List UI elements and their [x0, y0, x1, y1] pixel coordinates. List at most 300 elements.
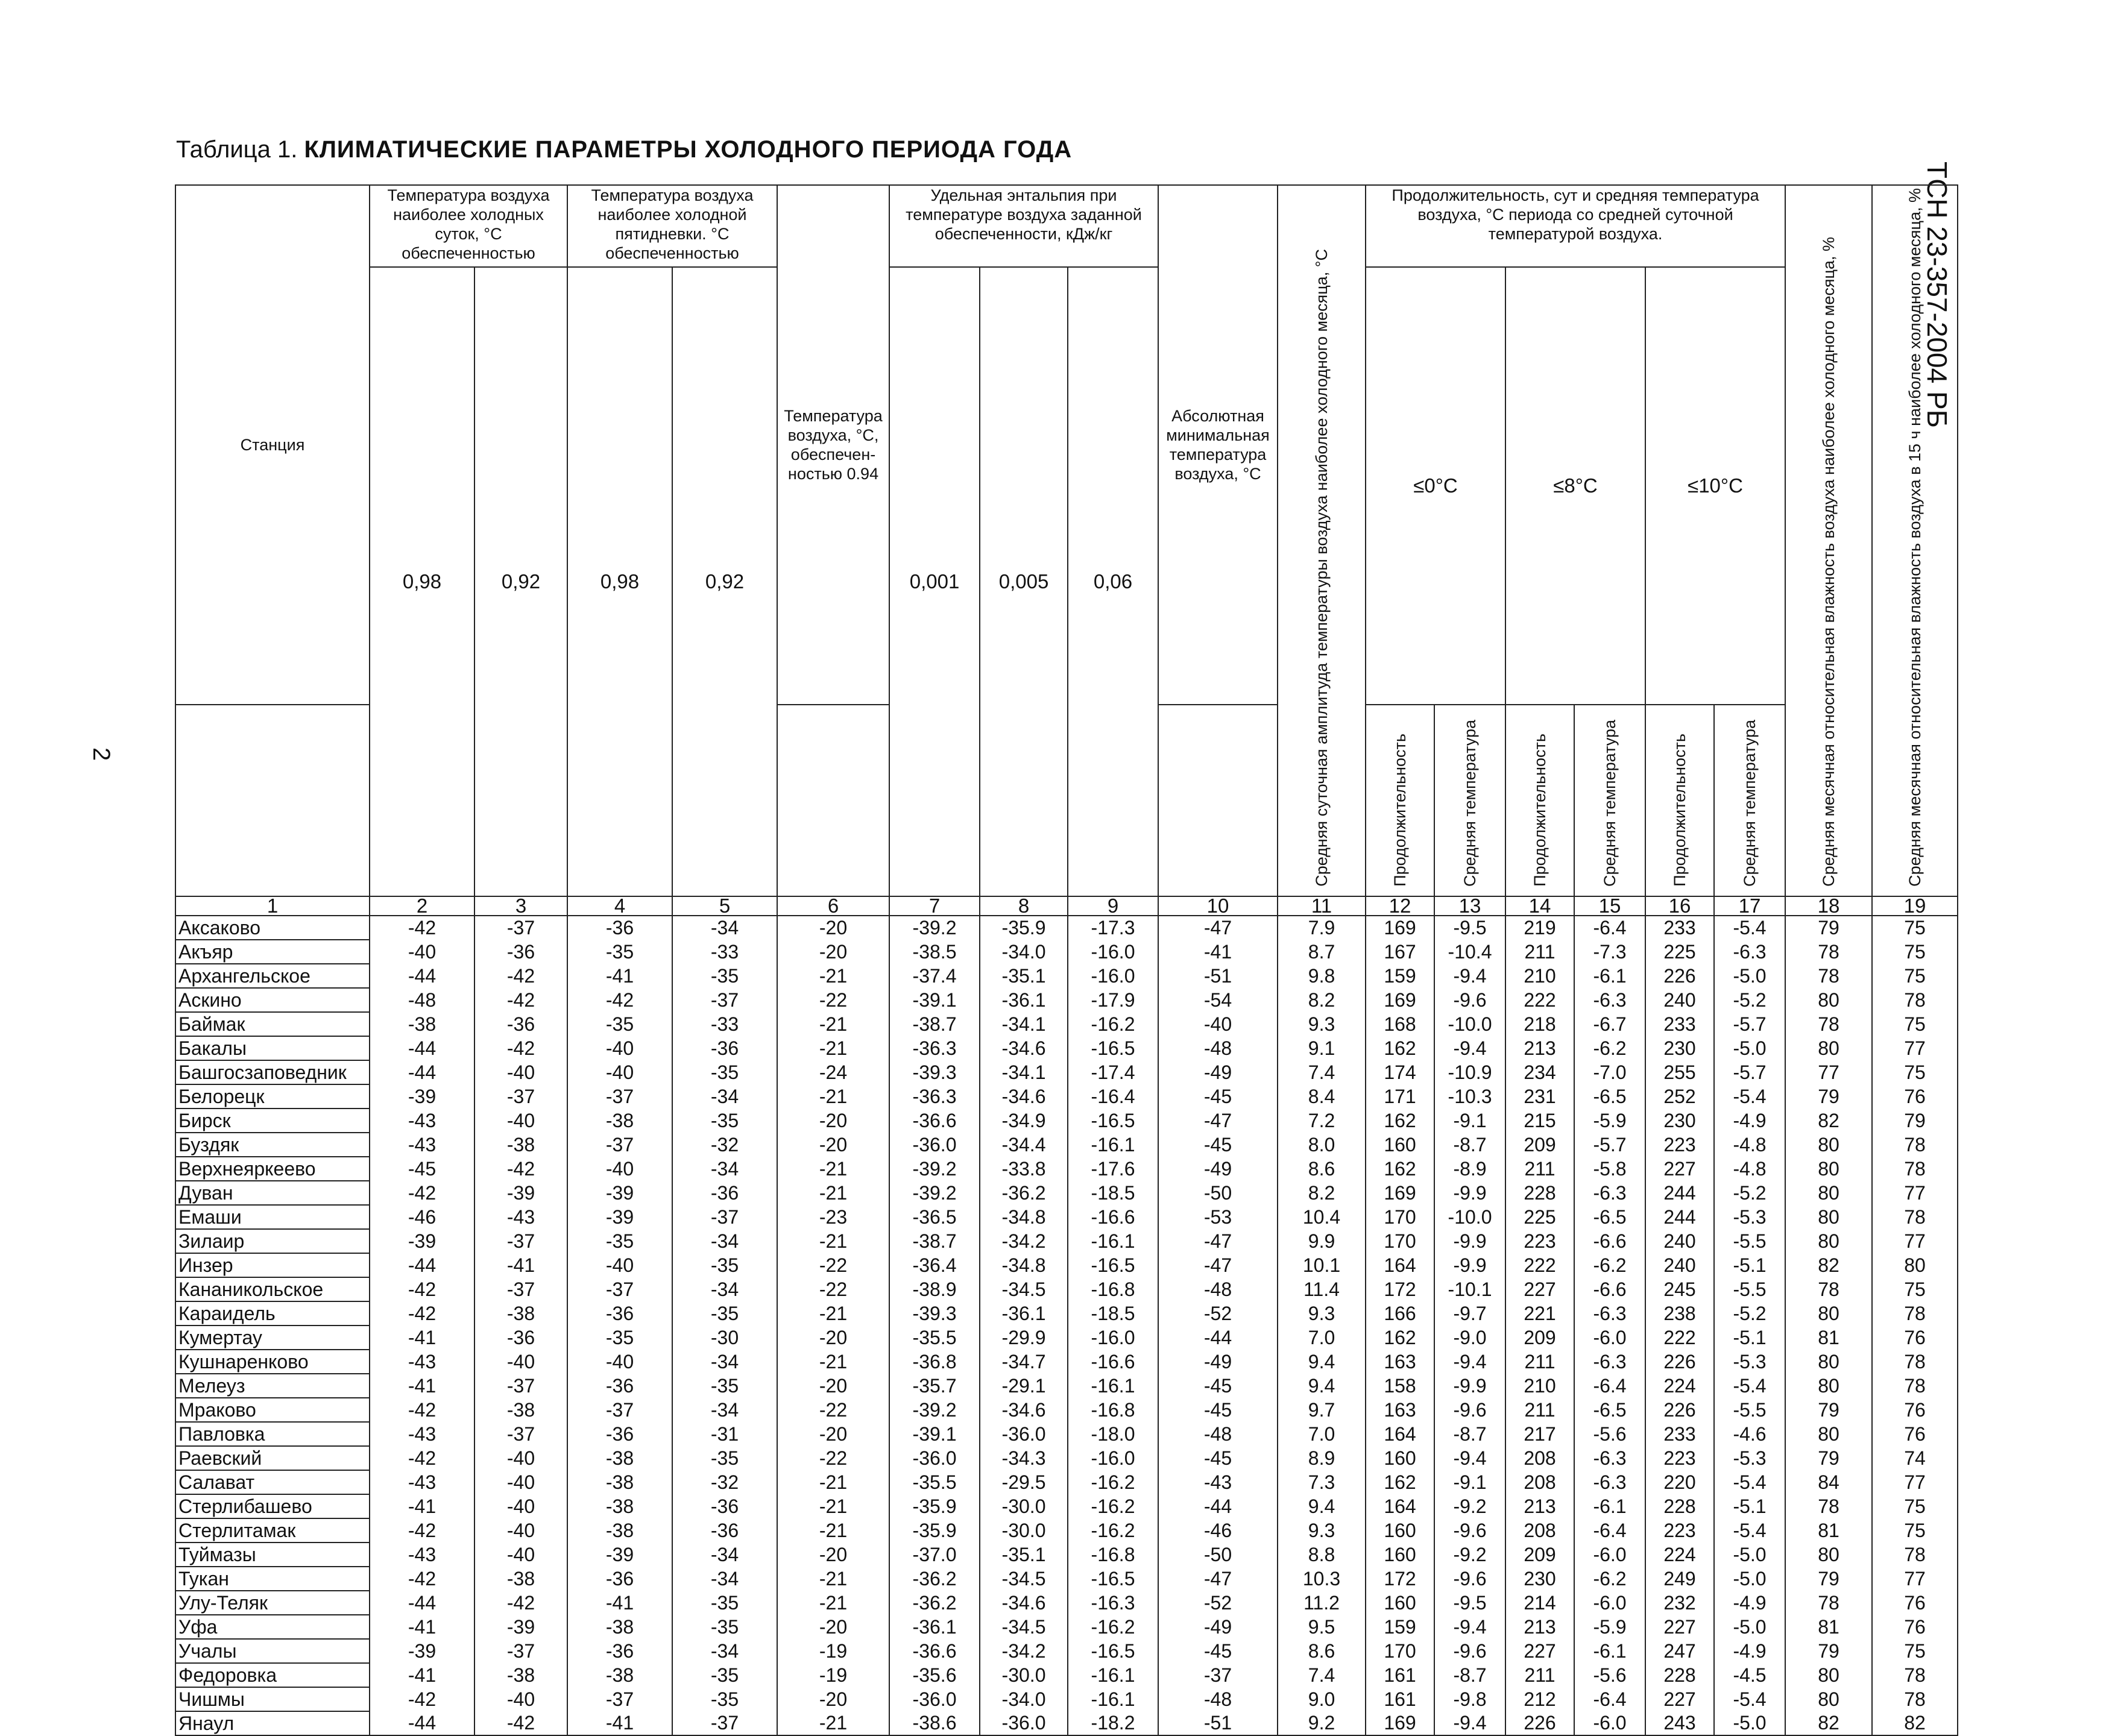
table-cell: 9.3 — [1278, 1518, 1366, 1543]
header-avg-temp-le0: Средняя температура — [1434, 705, 1505, 896]
column-number: 10 — [1158, 896, 1278, 916]
table-cell: 8.6 — [1278, 1157, 1366, 1181]
table-row — [175, 1253, 1958, 1277]
table-cell: 8.0 — [1278, 1133, 1366, 1157]
column-number: 14 — [1505, 896, 1574, 916]
table-cell: -9.9 — [1434, 1181, 1505, 1205]
table-cell: -10.9 — [1434, 1060, 1505, 1084]
table-cell: -34 — [672, 1277, 777, 1301]
table-cell: -4.9 — [1714, 1591, 1785, 1615]
table-cell: -9.7 — [1434, 1301, 1505, 1326]
table-cell: -48 — [1158, 1036, 1278, 1060]
station-name: Янаул — [175, 1711, 370, 1735]
table-cell: 226 — [1645, 1350, 1714, 1374]
table-cell: -35 — [672, 1687, 777, 1711]
table-cell: -16.1 — [1068, 1229, 1158, 1253]
table-cell: -16.2 — [1068, 1615, 1158, 1639]
station-name: Уфа — [175, 1615, 370, 1639]
table-cell: -37 — [672, 1711, 777, 1735]
table-cell: -36.6 — [889, 1639, 980, 1663]
table-cell: -34.1 — [980, 1060, 1068, 1084]
table-cell: 231 — [1505, 1084, 1574, 1109]
table-cell: 79 — [1785, 1446, 1872, 1470]
column-number: 17 — [1714, 896, 1785, 916]
table-cell: 252 — [1645, 1084, 1714, 1109]
table-cell: -20 — [777, 1326, 889, 1350]
table-cell: 170 — [1366, 1229, 1434, 1253]
table-cell: -5.5 — [1714, 1277, 1785, 1301]
table-cell: 7.4 — [1278, 1060, 1366, 1084]
table-cell: -30 — [672, 1326, 777, 1350]
table-cell: 7.2 — [1278, 1109, 1366, 1133]
table-cell: -6.5 — [1574, 1205, 1645, 1229]
table-cell: -18.5 — [1068, 1301, 1158, 1326]
table-cell: -38 — [567, 1446, 672, 1470]
header-humidity-15h — [1872, 185, 1958, 896]
table-cell: 209 — [1505, 1326, 1574, 1350]
table-cell: 81 — [1785, 1615, 1872, 1639]
table-cell: -7.0 — [1574, 1060, 1645, 1084]
table-cell: -20 — [777, 916, 889, 940]
table-cell: 224 — [1645, 1374, 1714, 1398]
table-cell: -45 — [1158, 1398, 1278, 1422]
table-cell: 208 — [1505, 1446, 1574, 1470]
table-row — [175, 1012, 1958, 1036]
table-cell: -10.4 — [1434, 940, 1505, 964]
table-cell: -41 — [370, 1374, 474, 1398]
table-cell: 214 — [1505, 1591, 1574, 1615]
table-cell: -9.5 — [1434, 916, 1505, 940]
column-number: 7 — [889, 896, 980, 916]
table-cell: -9.9 — [1434, 1374, 1505, 1398]
table-cell: -34 — [672, 1567, 777, 1591]
table-cell: -6.5 — [1574, 1084, 1645, 1109]
table-cell: -34 — [672, 916, 777, 940]
table-cell: 223 — [1645, 1446, 1714, 1470]
table-cell: -35.1 — [980, 964, 1068, 988]
table-cell: -39 — [370, 1639, 474, 1663]
table-cell: -34.2 — [980, 1639, 1068, 1663]
table-cell: 81 — [1785, 1326, 1872, 1350]
header-cold-day-temp: Температура воздуха наиболее холодных суток, °С обеспеченностью — [370, 185, 567, 267]
table-cell: -16.5 — [1068, 1639, 1158, 1663]
table-cell: -39.1 — [889, 988, 980, 1012]
table-cell: -5.4 — [1714, 1470, 1785, 1494]
table-cell: -46 — [1158, 1518, 1278, 1543]
table-cell: -42 — [474, 1591, 567, 1615]
table-cell: -5.2 — [1714, 1181, 1785, 1205]
table-cell: -20 — [777, 1543, 889, 1567]
table-cell: 75 — [1872, 916, 1958, 940]
station-name: Дуван — [175, 1181, 370, 1205]
table-cell: -38 — [567, 1494, 672, 1518]
table-cell: 172 — [1366, 1277, 1434, 1301]
table-cell: 222 — [1505, 1253, 1574, 1277]
table-cell: -34.5 — [980, 1277, 1068, 1301]
table-cell: -5.7 — [1574, 1133, 1645, 1157]
table-cell: -39.2 — [889, 1181, 980, 1205]
table-row — [175, 1084, 1958, 1109]
table-cell: -36.0 — [980, 1422, 1068, 1446]
table-cell: -6.3 — [1714, 940, 1785, 964]
table-cell: -40 — [474, 1350, 567, 1374]
table-cell: -36 — [567, 1374, 672, 1398]
table-cell: 8.2 — [1278, 988, 1366, 1012]
table-cell: 79 — [1785, 1398, 1872, 1422]
table-cell: 10.1 — [1278, 1253, 1366, 1277]
header-station: Станция — [175, 185, 370, 705]
station-name: Караидель — [175, 1301, 370, 1326]
table-cell: -16.4 — [1068, 1084, 1158, 1109]
station-name: Аскино — [175, 988, 370, 1012]
table-cell: 77 — [1785, 1060, 1872, 1084]
table-cell: -19 — [777, 1663, 889, 1687]
table-cell: -5.3 — [1714, 1446, 1785, 1470]
table-cell: 160 — [1366, 1518, 1434, 1543]
table-cell: -38.6 — [889, 1711, 980, 1735]
table-cell: 78 — [1872, 1133, 1958, 1157]
header-enthalpy: Удельная энтальпия при температуре воздуха заданной обеспеченности, кДж/кг — [889, 185, 1158, 267]
table-cell: 163 — [1366, 1398, 1434, 1422]
table-cell: -9.4 — [1434, 1446, 1505, 1470]
table-cell: -34.6 — [980, 1398, 1068, 1422]
table-cell: -5.1 — [1714, 1326, 1785, 1350]
table-cell: 80 — [1785, 1157, 1872, 1181]
table-cell: -52 — [1158, 1301, 1278, 1326]
table-cell: 76 — [1872, 1084, 1958, 1109]
table-cell: -36 — [474, 940, 567, 964]
station-name: Зилаир — [175, 1229, 370, 1253]
table-cell: 84 — [1785, 1470, 1872, 1494]
table-cell: 160 — [1366, 1446, 1434, 1470]
table-cell: 78 — [1872, 1374, 1958, 1398]
table-cell: -35.9 — [889, 1518, 980, 1543]
table-cell: 162 — [1366, 1157, 1434, 1181]
table-cell: -9.6 — [1434, 1639, 1505, 1663]
table-cell: 78 — [1872, 1543, 1958, 1567]
table-cell: 7.0 — [1278, 1422, 1366, 1446]
table-cell: -33.8 — [980, 1157, 1068, 1181]
table-cell: 81 — [1785, 1518, 1872, 1543]
table-cell: -49 — [1158, 1615, 1278, 1639]
table-cell: -38 — [474, 1663, 567, 1687]
table-cell: 78 — [1872, 988, 1958, 1012]
station-name: Стерлитамак — [175, 1518, 370, 1543]
table-cell: 10.3 — [1278, 1567, 1366, 1591]
header-duration-le8: Продолжительность — [1505, 705, 1574, 896]
table-cell: -10.1 — [1434, 1277, 1505, 1301]
table-cell: 80 — [1785, 1301, 1872, 1326]
table-cell: -41 — [370, 1494, 474, 1518]
header-avg-temp-le10: Средняя температура — [1714, 705, 1785, 896]
table-cell: -49 — [1158, 1060, 1278, 1084]
table-cell: -36 — [672, 1181, 777, 1205]
table-cell: -36.3 — [889, 1084, 980, 1109]
station-name: Буздяк — [175, 1133, 370, 1157]
table-cell: -38 — [474, 1301, 567, 1326]
table-cell: -16.0 — [1068, 964, 1158, 988]
table-cell: -45 — [1158, 1639, 1278, 1663]
table-cell: -36 — [567, 1567, 672, 1591]
table-cell: 228 — [1505, 1181, 1574, 1205]
table-cell: -42 — [567, 988, 672, 1012]
table-cell: 80 — [1785, 1374, 1872, 1398]
table-cell: -43 — [1158, 1470, 1278, 1494]
table-cell: -47 — [1158, 916, 1278, 940]
table-cell: -21 — [777, 1084, 889, 1109]
table-cell: -20 — [777, 1374, 889, 1398]
table-cell: -18.2 — [1068, 1711, 1158, 1735]
table-cell: -37 — [672, 988, 777, 1012]
table-cell: -36.0 — [889, 1133, 980, 1157]
table-row — [175, 940, 1958, 964]
table-cell: -22 — [777, 1398, 889, 1422]
table-cell: -21 — [777, 1350, 889, 1374]
table-cell: 240 — [1645, 1229, 1714, 1253]
table-cell: -38.7 — [889, 1012, 980, 1036]
table-cell: -9.6 — [1434, 1398, 1505, 1422]
table-cell: 244 — [1645, 1181, 1714, 1205]
table-row — [175, 1446, 1958, 1470]
table-cell: 75 — [1872, 1012, 1958, 1036]
table-cell: -21 — [777, 1567, 889, 1591]
table-cell: -16.5 — [1068, 1567, 1158, 1591]
table-cell: -39.3 — [889, 1301, 980, 1326]
table-cell: -6.1 — [1574, 1494, 1645, 1518]
table-cell: -5.4 — [1714, 1374, 1785, 1398]
table-cell: -39 — [474, 1181, 567, 1205]
table-cell: 78 — [1785, 940, 1872, 964]
table-cell: -21 — [777, 1470, 889, 1494]
table-cell: -37 — [1158, 1663, 1278, 1687]
table-cell: 9.4 — [1278, 1494, 1366, 1518]
table-cell: -5.0 — [1714, 1711, 1785, 1735]
table-cell: 78 — [1872, 1301, 1958, 1326]
table-row — [175, 1133, 1958, 1157]
station-name: Бакалы — [175, 1036, 370, 1060]
table-cell: -6.3 — [1574, 1301, 1645, 1326]
station-name: Павловка — [175, 1422, 370, 1446]
table-cell: -10.0 — [1434, 1205, 1505, 1229]
table-cell: 7.4 — [1278, 1663, 1366, 1687]
table-row — [175, 1157, 1958, 1181]
table-row — [175, 1326, 1958, 1350]
table-cell: -34.8 — [980, 1253, 1068, 1277]
station-name: Чишмы — [175, 1687, 370, 1711]
table-cell: -6.3 — [1574, 988, 1645, 1012]
table-cell: -16.1 — [1068, 1374, 1158, 1398]
table-cell: -5.4 — [1714, 1687, 1785, 1711]
table-cell: -36 — [672, 1494, 777, 1518]
table-cell: -17.3 — [1068, 916, 1158, 940]
table-cell: -38 — [567, 1518, 672, 1543]
header-le8: ≤8°С — [1505, 267, 1645, 705]
table-cell: -44 — [1158, 1326, 1278, 1350]
table-cell: 233 — [1645, 1422, 1714, 1446]
table-cell: 80 — [1785, 1350, 1872, 1374]
column-number: 12 — [1366, 896, 1434, 916]
header-duration-le10: Продолжительность — [1645, 705, 1714, 896]
table-cell: 240 — [1645, 1253, 1714, 1277]
table-cell: 9.2 — [1278, 1711, 1366, 1735]
table-cell: -33 — [672, 940, 777, 964]
table-cell: 79 — [1785, 916, 1872, 940]
table-cell: 78 — [1872, 1205, 1958, 1229]
column-number: 6 — [777, 896, 889, 916]
table-cell: -21 — [777, 1301, 889, 1326]
table-cell: 75 — [1872, 940, 1958, 964]
table-cell: -5.4 — [1714, 1084, 1785, 1109]
table-cell: -9.2 — [1434, 1543, 1505, 1567]
table-cell: -36.5 — [889, 1205, 980, 1229]
header-duration-le0: Продолжительность — [1366, 705, 1434, 896]
table-row — [175, 916, 1958, 940]
table-cell: -39.3 — [889, 1060, 980, 1084]
table-cell: -20 — [777, 1133, 889, 1157]
table-cell: -21 — [777, 1229, 889, 1253]
table-cell: -34.8 — [980, 1205, 1068, 1229]
table-cell: 11.2 — [1278, 1591, 1366, 1615]
table-row — [175, 1205, 1958, 1229]
table-cell: 9.4 — [1278, 1374, 1366, 1398]
table-cell: 164 — [1366, 1253, 1434, 1277]
table-cell: 10.4 — [1278, 1205, 1366, 1229]
table-cell: -5.0 — [1714, 1543, 1785, 1567]
table-cell: 164 — [1366, 1422, 1434, 1446]
table-cell: -41 — [1158, 940, 1278, 964]
table-cell: 238 — [1645, 1301, 1714, 1326]
table-cell: 227 — [1645, 1687, 1714, 1711]
table-cell: 7.0 — [1278, 1326, 1366, 1350]
station-name: Улу-Теляк — [175, 1591, 370, 1615]
column-number-row — [175, 896, 1958, 916]
table-cell: -35.7 — [889, 1374, 980, 1398]
table-cell: -34 — [672, 1084, 777, 1109]
table-cell: 161 — [1366, 1687, 1434, 1711]
station-name: Кушнаренково — [175, 1350, 370, 1374]
table-row — [175, 1567, 1958, 1591]
table-cell: -20 — [777, 1687, 889, 1711]
table-cell: -16.1 — [1068, 1687, 1158, 1711]
table-cell: 78 — [1785, 1277, 1872, 1301]
table-cell: 223 — [1645, 1518, 1714, 1543]
table-cell: -23 — [777, 1205, 889, 1229]
table-cell: -43 — [370, 1350, 474, 1374]
table-cell: -6.0 — [1574, 1711, 1645, 1735]
table-cell: -30.0 — [980, 1518, 1068, 1543]
table-cell: 75 — [1872, 1639, 1958, 1663]
table-cell: -40 — [567, 1036, 672, 1060]
table-cell: 168 — [1366, 1012, 1434, 1036]
table-cell: 170 — [1366, 1639, 1434, 1663]
table-cell: -20 — [777, 940, 889, 964]
table-row — [175, 1398, 1958, 1422]
table-cell: -37 — [474, 1374, 567, 1398]
station-name: Салават — [175, 1470, 370, 1494]
table-cell: 76 — [1872, 1422, 1958, 1446]
table-cell: -44 — [370, 964, 474, 988]
table-cell: 80 — [1785, 1422, 1872, 1446]
table-cell: -50 — [1158, 1181, 1278, 1205]
station-name: Акъяр — [175, 940, 370, 964]
table-cell: -49 — [1158, 1157, 1278, 1181]
table-cell: -35 — [567, 1229, 672, 1253]
table-cell: 9.5 — [1278, 1615, 1366, 1639]
table-cell: -22 — [777, 1277, 889, 1301]
table-cell: -6.6 — [1574, 1229, 1645, 1253]
table-cell: 78 — [1872, 1350, 1958, 1374]
table-cell: -5.7 — [1714, 1012, 1785, 1036]
header-humidity-month — [1785, 185, 1872, 896]
table-cell: -5.4 — [1714, 916, 1785, 940]
table-cell: -38 — [567, 1615, 672, 1639]
table-cell: -19 — [777, 1639, 889, 1663]
table-cell: -42 — [474, 988, 567, 1012]
header-p0001: 0,001 — [889, 267, 980, 896]
table-cell: -53 — [1158, 1205, 1278, 1229]
table-cell: -5.8 — [1574, 1157, 1645, 1181]
table-cell: -35.9 — [980, 916, 1068, 940]
table-cell: -37 — [474, 1639, 567, 1663]
table-cell: -9.4 — [1434, 1615, 1505, 1639]
header-absolute-minimum-spacer — [1158, 705, 1278, 896]
table-cell: -4.9 — [1714, 1109, 1785, 1133]
table-cell: -44 — [370, 1711, 474, 1735]
table-cell: 167 — [1366, 940, 1434, 964]
table-cell: -37 — [474, 1277, 567, 1301]
station-name: Бирск — [175, 1109, 370, 1133]
column-number: 13 — [1434, 896, 1505, 916]
table-cell: -43 — [370, 1133, 474, 1157]
table-cell: -6.4 — [1574, 1374, 1645, 1398]
table-cell: -48 — [1158, 1687, 1278, 1711]
table-cell: -35 — [567, 940, 672, 964]
table-cell: 82 — [1785, 1253, 1872, 1277]
table-cell: 78 — [1872, 1687, 1958, 1711]
table-cell: -45 — [370, 1157, 474, 1181]
table-cell: 9.8 — [1278, 964, 1366, 988]
table-row — [175, 964, 1958, 988]
table-cell: 78 — [1872, 1157, 1958, 1181]
table-cell: -4.8 — [1714, 1133, 1785, 1157]
table-cell: 164 — [1366, 1494, 1434, 1518]
table-cell: -42 — [370, 1398, 474, 1422]
table-cell: -45 — [1158, 1133, 1278, 1157]
table-cell: -9.2 — [1434, 1494, 1505, 1518]
table-cell: 79 — [1785, 1639, 1872, 1663]
table-cell: -35 — [567, 1012, 672, 1036]
table-cell: -41 — [370, 1663, 474, 1687]
table-cell: -21 — [777, 1012, 889, 1036]
table-cell: 169 — [1366, 916, 1434, 940]
table-cell: -5.0 — [1714, 964, 1785, 988]
table-cell: 169 — [1366, 1181, 1434, 1205]
table-cell: -51 — [1158, 964, 1278, 988]
table-cell: 76 — [1872, 1398, 1958, 1422]
table-cell: -42 — [474, 1711, 567, 1735]
table-cell: -40 — [474, 1446, 567, 1470]
table-cell: -40 — [567, 1060, 672, 1084]
table-cell: -9.6 — [1434, 1567, 1505, 1591]
table-cell: 162 — [1366, 1326, 1434, 1350]
table-cell: -43 — [370, 1109, 474, 1133]
table-cell: 75 — [1872, 1060, 1958, 1084]
table-cell: 221 — [1505, 1301, 1574, 1326]
table-cell: -30.0 — [980, 1494, 1068, 1518]
table-cell: -42 — [474, 1036, 567, 1060]
table-row — [175, 1036, 1958, 1060]
table-cell: -5.3 — [1714, 1205, 1785, 1229]
